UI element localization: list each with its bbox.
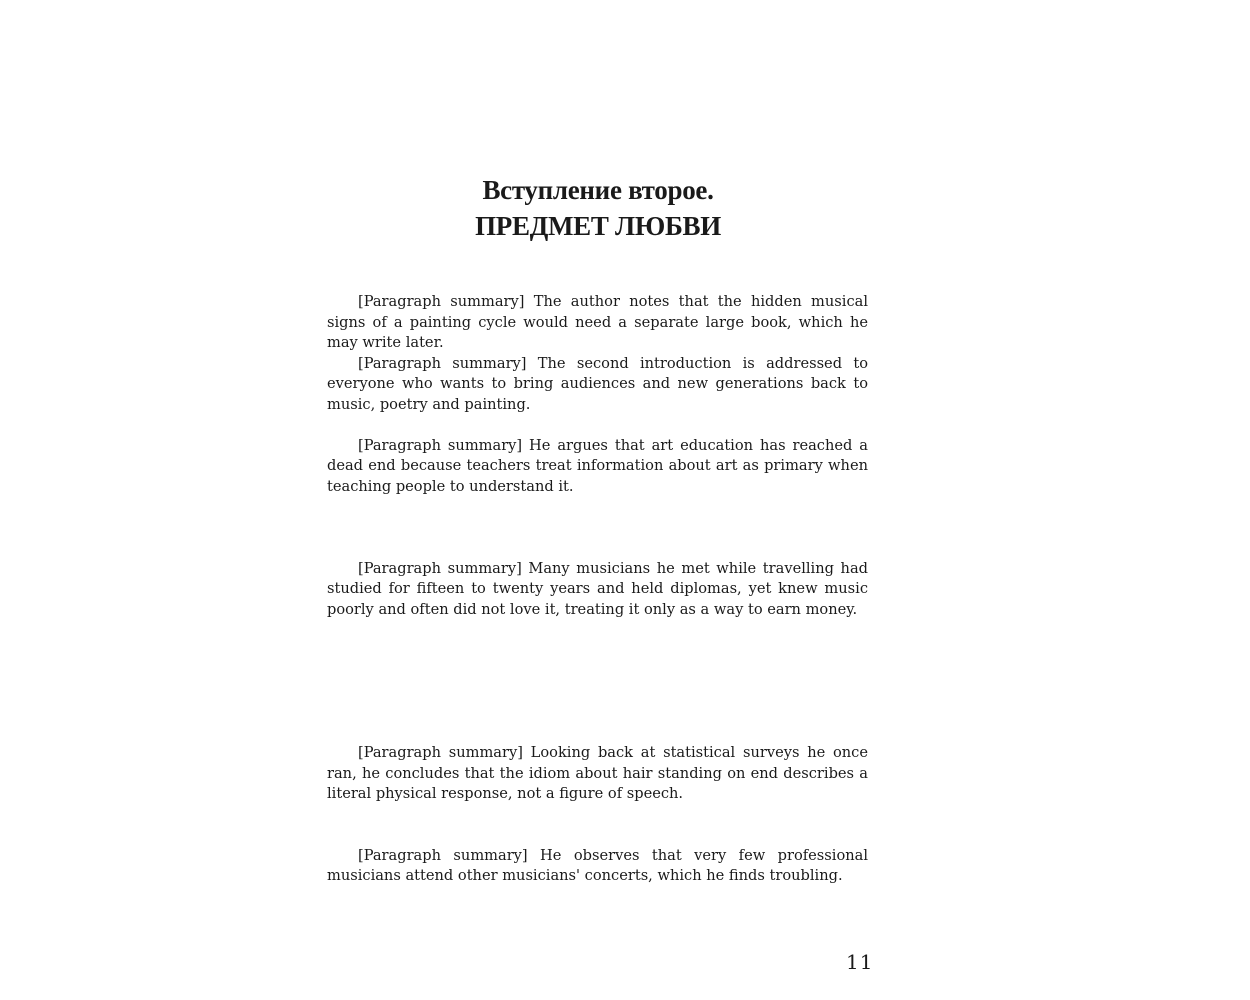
paragraph-summary-5: [Paragraph summary] Looking back at statistical surveys he once ran, he concludes that the idiom about hair standing on end describes a literal physical response, not a figure of speech. xyxy=(327,744,868,802)
chapter-heading xyxy=(0,172,1196,244)
page-number: 11 xyxy=(846,950,874,974)
chapter-heading-line-2: ПРЕДМЕТ ЛЮБВИ xyxy=(475,211,721,241)
paragraph-summary-4: [Paragraph summary] Many musicians he met while travelling had studied for fifteen to twenty years and held diplomas, yet knew music poorly and often did not love it, treating it only as a way to earn money. xyxy=(327,559,868,618)
paragraph-summary-3: [Paragraph summary] He argues that art education has reached a dead end because teachers treat information about art as primary when teaching people to understand it. xyxy=(327,436,868,495)
paragraph-summary-2: [Paragraph summary] The second introduction is addressed to everyone who wants to bring audiences and new generations back to music, poetry and painting. xyxy=(327,354,868,413)
body-text xyxy=(327,292,868,907)
paragraph-summary-6: [Paragraph summary] He observes that very few professional musicians attend other musicians' concerts, which he finds troubling. xyxy=(327,846,868,884)
paragraph-summary-1: [Paragraph summary] The author notes that the hidden musical signs of a painting cycle would need a separate large book, which he may write later. xyxy=(327,293,868,351)
chapter-heading-line-1: Вступление второе. xyxy=(482,175,714,205)
